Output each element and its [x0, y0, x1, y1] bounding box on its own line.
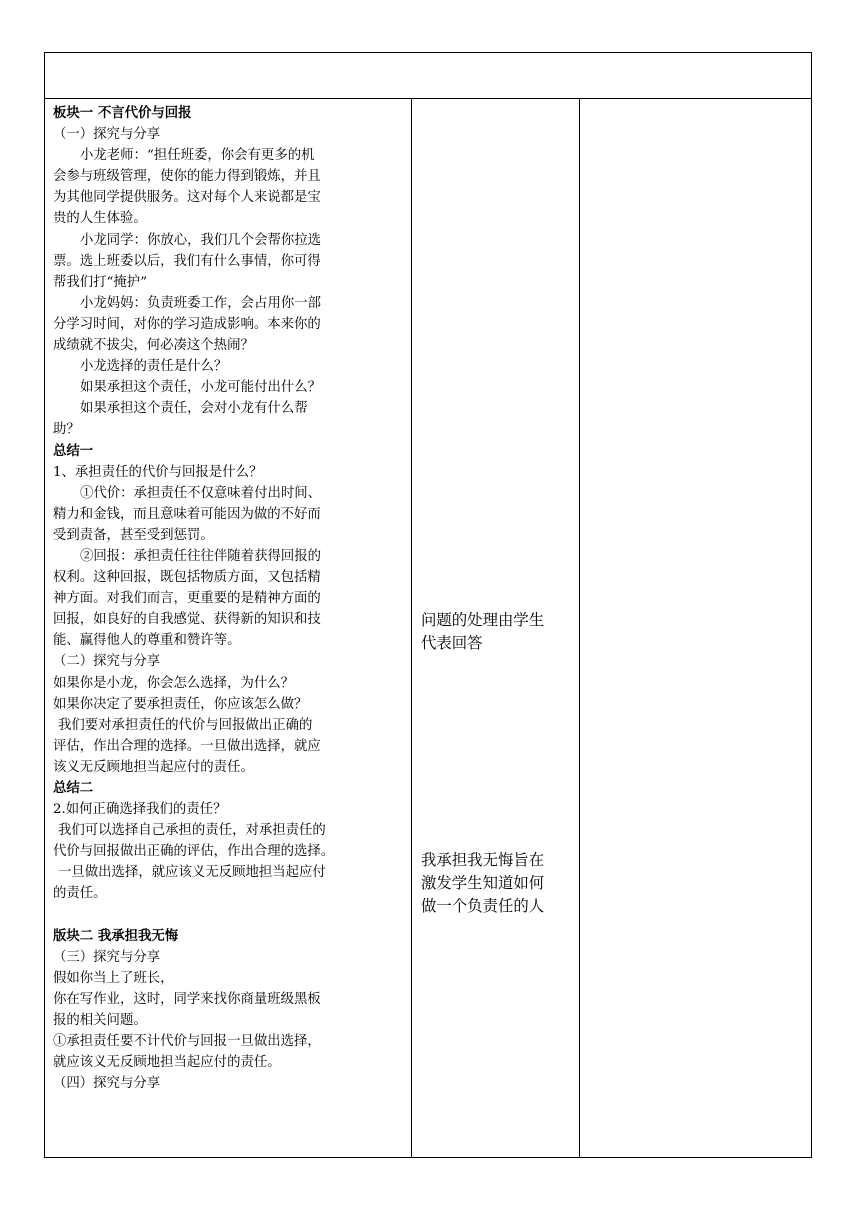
text-line: ②回报：承担责任往往伴随着获得回报的	[80, 548, 322, 564]
text-line: 如果你决定了要承担责任，你应该怎么做？	[53, 696, 308, 712]
text-line: 你在写作业，这时，同学来找你商量班级黑板	[53, 991, 321, 1007]
note-line: 我承担我无悔旨在	[421, 851, 545, 869]
text-line: 就应该义无反顾地担当起应付的责任。	[53, 1055, 281, 1071]
text-line: 评估，作出合理的选择。一旦做出选择，就应	[53, 738, 321, 754]
text-line: 1、承担责任的代价与回报是什么？	[53, 464, 263, 480]
text-line: 如果承担这个责任，会对小龙有什么帮	[80, 401, 308, 417]
table-header-row	[45, 53, 811, 99]
text-line: 代价与回报做出正确的评估，作出合理的选择。	[53, 844, 335, 860]
text-line: 的责任。	[53, 886, 107, 902]
text-line: 贵的人生体验。	[53, 211, 147, 227]
text-line: ①承担责任要不计代价与回报一旦做出选择，	[53, 1034, 321, 1050]
text-line: 该义无反顾地担当起应付的责任。	[53, 759, 254, 775]
design-note-2	[421, 849, 577, 918]
text-line: 小龙老师：“担任班委，你会有更多的机	[80, 148, 315, 164]
text-line: （三）探究与分享	[53, 949, 161, 965]
section-heading: 版块二 我承担我无悔	[53, 927, 179, 944]
section-heading: 总结一	[53, 442, 94, 459]
text-line: （四）探究与分享	[53, 1076, 161, 1092]
text-line: ①代价：承担责任不仅意味着付出时间、	[80, 485, 322, 501]
section-heading: 板块一 不言代价与回报	[53, 105, 192, 121]
text-line: 2.如何正确选择我们的责任？	[53, 802, 227, 818]
text-line: 报的相关问题。	[53, 1013, 147, 1029]
text-line: 助？	[53, 422, 80, 438]
text-line: 权利。这种回报，既包括物质方面，又包括精	[53, 570, 321, 586]
text-line: 受到责备，甚至受到惩罚。	[53, 527, 214, 543]
text-line: 如果你是小龙，你会怎么选择，为什么？	[53, 675, 295, 691]
note-line: 问题的处理由学生	[421, 611, 545, 629]
text-line: 我们要对承担责任的代价与回报做出正确的	[58, 717, 313, 733]
blank-line	[53, 905, 405, 926]
text-line: 精力和金钱，而且意味着可能因为做的不好而	[53, 506, 321, 522]
text-line: 如果承担这个责任，小龙可能付出什么？	[80, 380, 322, 396]
text-line: 小龙妈妈：负责班委工作，会占用你一部	[80, 295, 322, 311]
design-note-1	[421, 609, 577, 655]
note-line: 代表回答	[421, 634, 483, 652]
text-line: （二）探究与分享	[53, 654, 161, 670]
text-line: 能、赢得他人的尊重和赞许等。	[53, 633, 241, 649]
text-line: 小龙同学：你放心，我们几个会帮你拉选	[80, 232, 322, 248]
text-line: （一）探究与分享	[53, 127, 161, 143]
note-line: 激发学生知道如何	[421, 874, 545, 892]
text-line: 分学习时间，对你的学习造成影响。本来你的	[53, 316, 321, 332]
text-line: 回报，如良好的自我感觉、获得新的知识和技	[53, 612, 321, 628]
note-line: 做一个负责任的人	[421, 897, 545, 915]
column-divider-1	[411, 99, 412, 1157]
text-line: 假如你当上了班长，	[53, 970, 174, 986]
teaching-content-cell	[53, 103, 405, 1094]
section-heading: 总结二	[53, 780, 94, 796]
text-line: 我们可以选择自己承担的责任，对承担责任的	[58, 823, 326, 839]
lesson-table	[44, 52, 812, 1158]
text-line: 会参与班级管理，使你的能力得到锻炼，并且	[53, 169, 321, 185]
text-line: 为其他同学提供服务。这对每个人来说都是宝	[53, 190, 321, 206]
text-line: 神方面。对我们而言，更重要的是精神方面的	[53, 591, 321, 607]
text-line: 成绩就不拔尖，何必凑这个热闹？	[53, 338, 254, 354]
column-divider-2	[579, 99, 580, 1157]
text-line: 一旦做出选择，就应该义无反顾地担当起应付	[58, 865, 326, 881]
text-line: 小龙选择的责任是什么？	[80, 359, 228, 375]
text-line: 帮我们打“掩护”	[53, 274, 148, 290]
text-line: 票。选上班委以后，我们有什么事情，你可得	[53, 253, 321, 269]
